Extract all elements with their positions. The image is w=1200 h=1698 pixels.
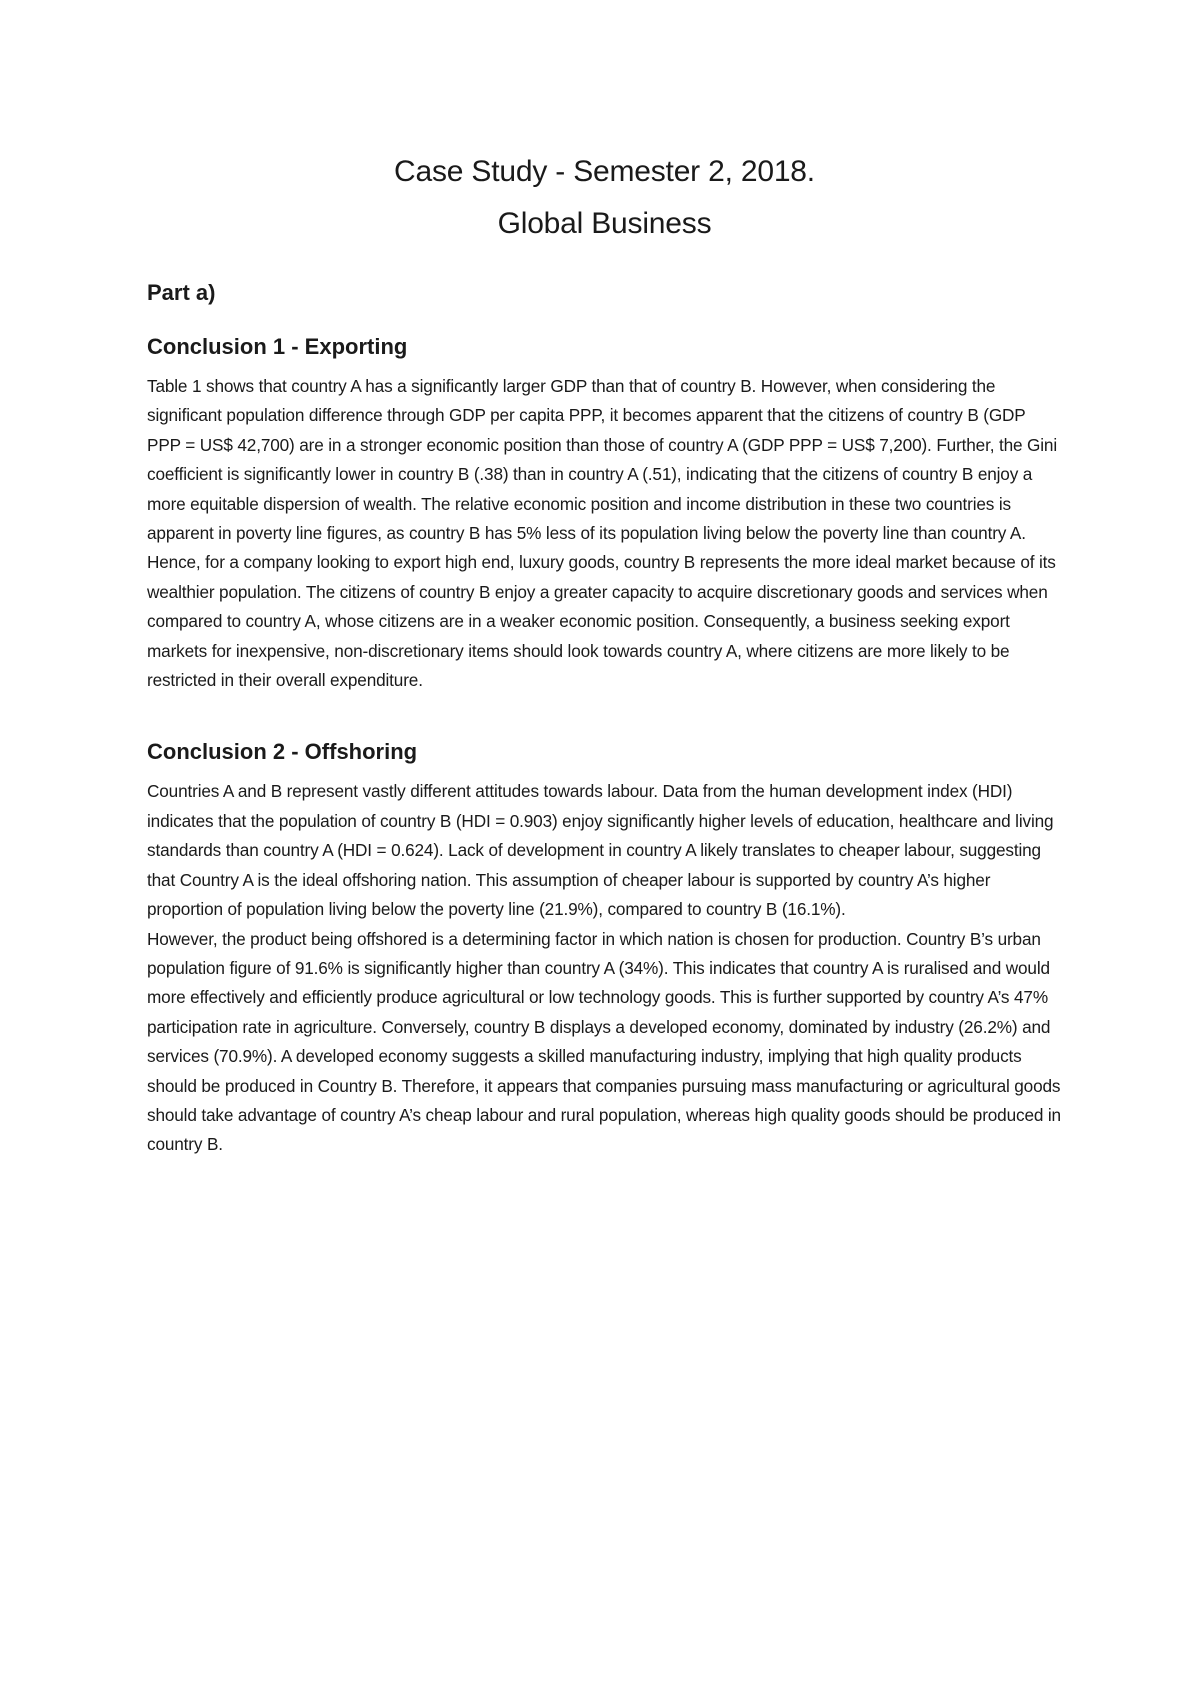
section-heading: Conclusion 1 - Exporting: [147, 334, 408, 359]
paragraph: Hence, for a company looking to export high end, luxury goods, country B represents the more ideal market because of its wealthier population. The citizens of country B enjoy a greater capacity to acquire discretionary goods and services when compared to country A, whose citizens are in a weaker economic position. Consequently, a business seeking export markets for inexpensive, non-discretionary items should look towards country A, where citizens are more likely to be restricted in their overall expenditure.: [147, 552, 1056, 691]
paragraph: Countries A and B represent vastly different attitudes towards labour. Data from the human development index (HDI) indicates that the population of country B (HDI = 0.903) enjoy significantly higher levels of education, healthcare and living standards than country A (HDI = 0.624). Lack of development in country A likely translates to cheaper labour, suggesting that Country A is the ideal offshoring nation. This assumption of cheaper labour is supported by country A’s higher proportion of population living below the poverty line (21.9%), compared to country B (16.1%).: [147, 781, 1054, 920]
document-title: Case Study - Semester 2, 2018.: [394, 155, 815, 188]
paragraph: Table 1 shows that country A has a significantly larger GDP than that of country B. However, when considering the significant population difference through GDP per capita PPP, it becomes apparent that the citizens of country B (GDP PPP = US$ 42,700) are in a stronger economic position than those of country A (GDP PPP = US$ 7,200). Further, the Gini coefficient is significantly lower in country B (.38) than in country A (.51), indicating that the citizens of country B enjoy a more equitable dispersion of wealth. The relative economic position and income distribution in these two countries is apparent in poverty line figures, as country B has 5% less of its population living below the poverty line than country A.: [147, 376, 1057, 544]
paragraph: However, the product being offshored is a determining factor in which nation is chosen for production. Country B’s urban population figure of 91.6% is significantly higher than country A (34%). This indicates that country A is ruralised and would more effectively and efficiently produce agricultural or low technology goods. This is further supported by country A’s 47% participation rate in agriculture. Conversely, country B displays a developed economy, dominated by industry (26.2%) and services (70.9%). A developed economy suggests a skilled manufacturing industry, implying that high quality products should be produced in Country B. Therefore, it appears that companies pursuing mass manufacturing or agricultural goods should take advantage of country A’s cheap labour and rural population, whereas high quality goods should be produced in country B.: [147, 928, 1061, 1155]
section-heading: Conclusion 2 - Offshoring: [147, 739, 418, 765]
section-conclusion-1: [147, 332, 1062, 695]
section-conclusion-2: [147, 737, 1062, 1159]
document-subtitle: Global Business: [497, 207, 712, 240]
document-content: [147, 140, 1062, 1160]
part-heading: Part a): [147, 280, 216, 305]
